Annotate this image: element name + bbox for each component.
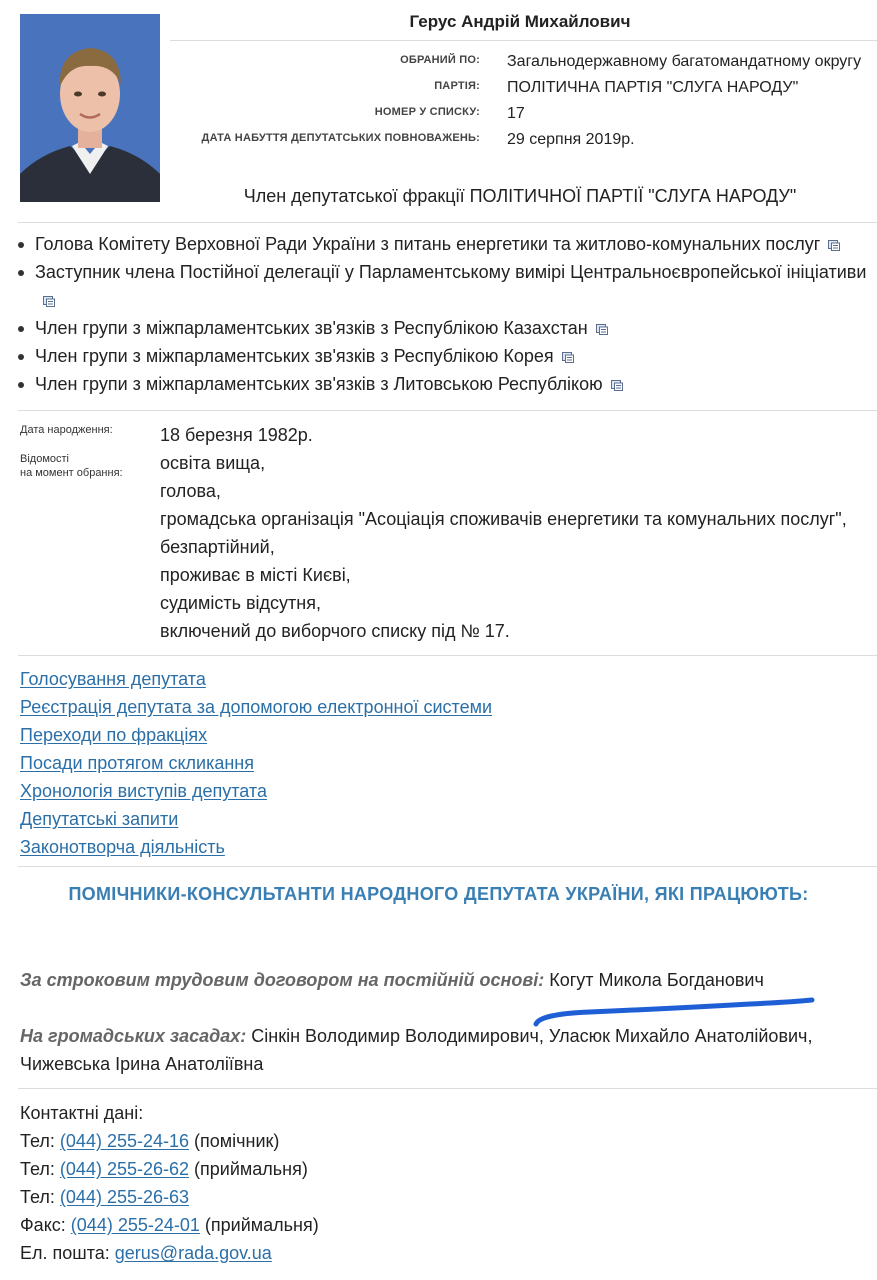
link-deputy-requests[interactable]: Депутатські запити: [20, 809, 179, 829]
contact-row: [20, 1155, 319, 1183]
info-label-line2: на момент обрання:: [20, 467, 123, 479]
contract-names: Когут Микола Богданович: [549, 970, 764, 990]
party-label: ПАРТІЯ:: [434, 80, 480, 92]
document-icon[interactable]: [562, 352, 574, 363]
phone-link[interactable]: (044) 255-26-63: [59, 1187, 190, 1207]
role-text: Член групи з міжпарламентських зв'язків з Литовською Республікою: [35, 374, 603, 394]
contact-row: [20, 1183, 319, 1211]
divider: [18, 655, 877, 656]
contract-assistants: [20, 966, 870, 994]
document-icon[interactable]: [596, 324, 608, 335]
party-value: ПОЛІТИЧНА ПАРТІЯ "СЛУГА НАРОДУ": [507, 79, 799, 96]
list-item: [18, 370, 873, 398]
list-item: [18, 314, 873, 342]
mandate-date-value: 29 серпня 2019р.: [507, 131, 635, 148]
bio-line: проживає в місті Києві,: [160, 565, 351, 585]
divider: [18, 222, 877, 223]
link-voting[interactable]: Голосування депутата: [20, 669, 206, 689]
phone-link[interactable]: (044) 255-24-16: [59, 1131, 190, 1151]
role-text: Заступник члена Постійної делегації у Парламентському вимірі Центральноєвропейської ініціативи: [35, 262, 867, 282]
birth-date-value: 18 березня 1982р.: [160, 425, 313, 445]
role-text: Член групи з міжпарламентських зв'язків з Республікою Корея: [35, 346, 554, 366]
divider: [18, 866, 877, 867]
contract-label: За строковим трудовим договором на постійній основі:: [20, 970, 545, 990]
contacts-heading: Контактні дані:: [20, 1103, 144, 1123]
link-positions[interactable]: Посади протягом скликання: [20, 753, 254, 773]
bio-details: [160, 421, 847, 645]
faction-membership: Член депутатської фракції ПОЛІТИЧНОЇ ПАРТІЇ "СЛУГА НАРОДУ": [243, 186, 797, 206]
bio-line: безпартійний,: [160, 537, 275, 557]
document-icon[interactable]: [43, 296, 55, 307]
role-text: Голова Комітету Верховної Ради України з питань енергетики та житлово-комунальних послуг: [35, 234, 821, 254]
bio-line: громадська організація "Асоціація споживачів енергетики та комунальних послуг",: [160, 509, 847, 529]
list-item: [18, 230, 873, 258]
list-item: [18, 342, 873, 370]
deputy-photo: [20, 14, 160, 202]
list-item: [18, 258, 873, 314]
document-icon[interactable]: [611, 380, 623, 391]
deputy-links: [20, 665, 492, 861]
deputy-name: Герус Андрій Михайлович: [409, 12, 631, 31]
contact-note: (приймальня): [204, 1215, 319, 1235]
volunteer-assistants: [20, 1022, 870, 1078]
contact-prefix: Ел. пошта:: [20, 1243, 110, 1263]
contact-note: (приймальня): [194, 1159, 308, 1179]
bio-line: включений до виборчого списку під № 17.: [160, 621, 510, 641]
elected-by-label: ОБРАНИЙ ПО:: [400, 54, 480, 66]
link-speeches[interactable]: Хронологія виступів депутата: [20, 781, 267, 801]
list-number-label: НОМЕР У СПИСКУ:: [374, 106, 480, 118]
volunteer-names: Сінкін Володимир Володимирович, Уласюк Михайло Анатолійович, Чижевська Ірина Анатоліївна: [20, 1026, 813, 1074]
roles-list: [18, 230, 873, 398]
contact-row: [20, 1127, 319, 1155]
divider: [170, 40, 877, 41]
contact-prefix: Тел:: [20, 1159, 55, 1179]
bio-line: голова,: [160, 481, 221, 501]
elected-by-value: Загальнодержавному багатомандатному округу: [507, 53, 862, 70]
bio-line: судимість відсутня,: [160, 593, 321, 613]
bio-line: освіта вища,: [160, 453, 266, 473]
assistants-title: ПОМІЧНИКИ-КОНСУЛЬТАНТИ НАРОДНОГО ДЕПУТАТА УКРАЇНИ, ЯКІ ПРАЦЮЮТЬ:: [68, 884, 809, 904]
link-faction-transfers[interactable]: Переходи по фракціях: [20, 725, 208, 745]
contact-note: (помічник): [194, 1131, 280, 1151]
list-number-value: 17: [507, 105, 525, 122]
email-link[interactable]: gerus@rada.gov.ua: [114, 1243, 272, 1263]
contact-prefix: Факс:: [20, 1215, 66, 1235]
birth-date-label: Дата народження:: [20, 424, 113, 436]
contact-prefix: Тел:: [20, 1131, 55, 1151]
divider: [18, 1088, 877, 1089]
contact-row: [20, 1211, 319, 1239]
contacts: [20, 1099, 319, 1267]
mandate-date-label: ДАТА НАБУТТЯ ДЕПУТАТСЬКИХ ПОВНОВАЖЕНЬ:: [201, 132, 480, 144]
role-text: Член групи з міжпарламентських зв'язків з Республікою Казахстан: [35, 318, 588, 338]
divider: [18, 410, 877, 411]
contact-prefix: Тел:: [20, 1187, 55, 1207]
document-icon[interactable]: [828, 240, 840, 251]
volunteer-label: На громадських засадах:: [20, 1026, 247, 1046]
fax-link[interactable]: (044) 255-24-01: [70, 1215, 200, 1235]
phone-link[interactable]: (044) 255-26-62: [59, 1159, 190, 1179]
link-legislative-activity[interactable]: Законотворча діяльність: [20, 837, 225, 857]
link-registration[interactable]: Реєстрація депутата за допомогою електронної системи: [20, 697, 493, 717]
contact-row: [20, 1239, 319, 1267]
info-label-line1: Відомості: [20, 453, 69, 465]
